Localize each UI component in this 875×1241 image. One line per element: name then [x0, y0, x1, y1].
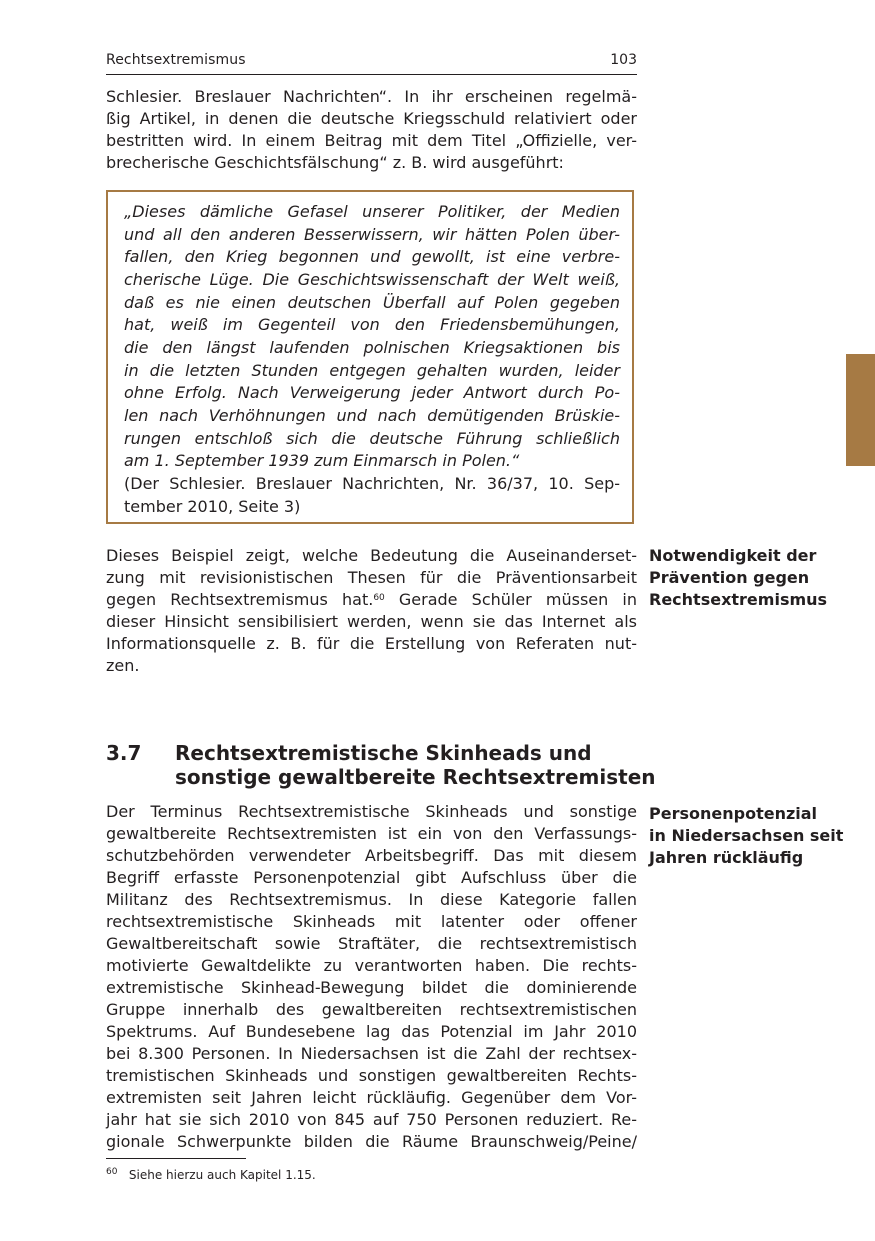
side-note-line: Rechtsextremismus — [649, 590, 828, 609]
text-line: tremistischen Skinheads und sonstigen gewaltbereiten Rechts- — [106, 1066, 637, 1085]
quote-line: cherische Lüge. Die Geschichtswissenschaft der Welt weiß, — [124, 270, 620, 289]
text-line: Begriff erfasste Personenpotenzial gibt Aufschluss über die — [106, 868, 637, 887]
text-line: ßig Artikel, in denen die deutsche Kriegsschuld relativiert oder — [106, 109, 637, 128]
quote-line: die den längst laufenden polnischen Kriegsaktionen bis — [124, 338, 620, 357]
text-line: Gruppe innerhalb des gewaltbereiten rechtsextremistischen — [106, 1000, 637, 1019]
text-line: brecherische Geschichtsfälschung“ z. B. wird ausgeführt: — [106, 153, 564, 172]
text-line: zung mit revisionistischen Thesen für die Präventionsarbeit — [106, 568, 637, 587]
text-line: dieser Hinsicht sensibilisiert werden, wenn sie das Internet als — [106, 612, 637, 631]
text-fragment: Gerade Schüler müssen in — [384, 590, 637, 609]
footnote-text: Siehe hierzu auch Kapitel 1.15. — [128, 1168, 316, 1182]
text-line: rechtsextremistische Skinheads mit latenter oder offener — [106, 912, 637, 931]
text-line: Der Terminus Rechtsextremistische Skinheads und sonstige — [106, 802, 637, 821]
text-line: bei 8.300 Personen. In Niedersachsen ist die Zahl der rechtsex- — [106, 1044, 637, 1063]
text-line: Dieses Beispiel zeigt, welche Bedeutung die Auseinanderset- — [106, 546, 637, 565]
text-line: schutzbehörden verwendeter Arbeitsbegriff. Das mit diesem — [106, 846, 637, 865]
thumb-index-tab — [846, 354, 875, 466]
text-line: Militanz des Rechtsextremismus. In diese Kategorie fallen — [106, 890, 637, 909]
quote-line: „Dieses dämliche Gefasel unserer Politiker, der Medien — [124, 202, 620, 221]
quote-line: rungen entschloß sich die deutsche Führung schließlich — [124, 429, 620, 448]
text-line: gionale Schwerpunkte bilden die Räume Braunschweig/Peine/ — [106, 1132, 637, 1151]
quote-line: am 1. September 1939 zum Einmarsch in Polen.“ — [124, 451, 520, 470]
running-title: Rechtsextremismus — [106, 52, 246, 68]
quote-source-line: (Der Schlesier. Breslauer Nachrichten, Nr. 36/37, 10. Sep- — [124, 474, 620, 493]
text-line: Spektrums. Auf Bundesebene lag das Potenzial im Jahr 2010 — [106, 1022, 637, 1041]
text-line: gewaltbereite Rechtsextremisten ist ein von den Verfassungs- — [106, 824, 637, 843]
quote-line: daß es nie einen deutschen Überfall auf Polen gegeben — [124, 293, 620, 312]
side-note-line: Jahren rückläufig — [649, 848, 804, 867]
section-number: 3.7 — [106, 741, 142, 765]
text-line: bestritten wird. In einem Beitrag mit dem Titel „Offizielle, ver- — [106, 131, 637, 150]
footnote — [106, 1167, 316, 1183]
text-line: extremistische Skinhead-Bewegung bildet die dominierende — [106, 978, 637, 997]
text-line: Schlesier. Breslauer Nachrichten“. In ihr erscheinen regelmä- — [106, 87, 637, 106]
page-number: 103 — [610, 52, 637, 68]
footnote-reference[interactable]: 60 — [373, 593, 385, 603]
quote-line: fallen, den Krieg begonnen und gewollt, ist eine verbre- — [124, 247, 620, 266]
text-line: jahr hat sie sich 2010 von 845 auf 750 Personen reduziert. Re- — [106, 1110, 637, 1129]
quote-line: len nach Verhöhnungen und nach demütigenden Brüskie- — [124, 406, 620, 425]
section-title-line: Rechtsextremistische Skinheads und — [175, 741, 592, 765]
quote-source-line: tember 2010, Seite 3) — [124, 497, 301, 516]
text-line: Informationsquelle z. B. für die Erstellung von Referaten nut- — [106, 634, 637, 653]
side-note-line: Personenpotenzial — [649, 804, 818, 823]
quote-line: und all den anderen Besserwissern, wir hätten Polen über- — [124, 225, 620, 244]
text-line: extremisten seit Jahren leicht rückläufig. Gegenüber dem Vor- — [106, 1088, 637, 1107]
quote-line: in die letzten Stunden entgegen gehalten wurden, leider — [124, 361, 620, 380]
footnote-number: 60 — [106, 1167, 118, 1177]
side-note-line: Prävention gegen — [649, 568, 810, 587]
footnote-rule — [106, 1158, 246, 1159]
quote-line: hat, weiß im Gegenteil von den Friedensbemühungen, — [124, 315, 620, 334]
text-line — [106, 589, 637, 611]
side-note-line: Notwendigkeit der — [649, 546, 817, 565]
section-title-line: sonstige gewaltbereite Rechtsextremisten — [175, 765, 656, 789]
text-fragment: gegen Rechtsextremismus hat. — [106, 590, 374, 609]
side-note-line: in Niedersachsen seit — [649, 826, 844, 845]
header-rule — [106, 74, 637, 75]
text-line: zen. — [106, 656, 140, 675]
text-line: Gewaltbereitschaft sowie Straftäter, die rechtsextremistisch — [106, 934, 637, 953]
text-line: motivierte Gewaltdelikte zu verantworten haben. Die rechts- — [106, 956, 637, 975]
quote-line: ohne Erfolg. Nach Verweigerung jeder Antwort durch Po- — [124, 383, 620, 402]
